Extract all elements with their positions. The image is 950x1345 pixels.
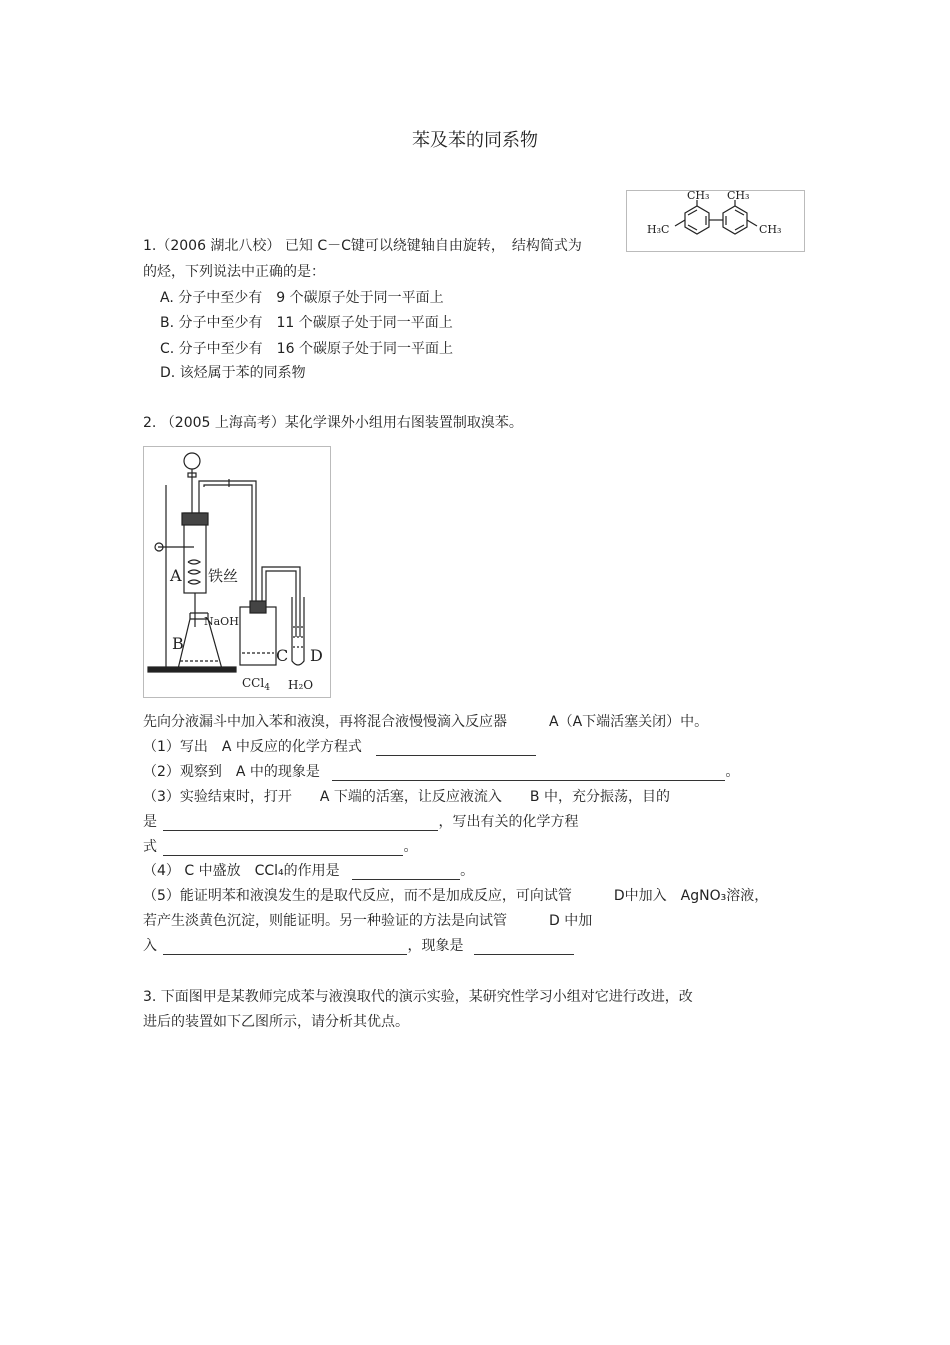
q2-part5-line2: 若产生淡黄色沉淀，则能证明。另一种验证的方法是向试管 D 中加 <box>143 913 593 929</box>
q2-part2 <box>143 763 739 781</box>
ch3-top-left-label: CH₃ <box>687 191 710 202</box>
q2-part3-line2 <box>143 813 578 831</box>
label-c: C <box>276 646 289 665</box>
q2-stem: 2. （2005 上海高考）某化学课外小组用右图装置制取溴苯。 <box>143 415 523 431</box>
label-ccl4-subscript: 4 <box>264 683 270 693</box>
q2-part3-purpose-blank[interactable] <box>163 816 438 831</box>
q2-part2-answer-blank[interactable] <box>332 766 725 781</box>
q2-intro: 先向分液漏斗中加入苯和液溴，再将混合液慢慢滴入反应器 A（A下端活塞关闭）中。 <box>143 714 709 730</box>
label-d: D <box>310 646 323 665</box>
q1-option-d: D. 该烃属于苯的同系物 <box>160 365 306 381</box>
q2-part3-line3-start: 式 <box>143 839 157 855</box>
q2-part5-reagent-blank[interactable] <box>163 940 407 955</box>
label-h2o: H₂O <box>288 678 314 692</box>
q2-part5-line1: （5）能证明苯和液溴发生的是取代反应，而不是加成反应，可向试管 D中加入 AgNO₃溶液， <box>143 888 769 904</box>
label-iron-wire: 铁丝 <box>208 567 239 585</box>
label-a: A <box>170 566 182 585</box>
q2-part2-end: 。 <box>725 764 740 780</box>
q2-part3-line2-start: 是 <box>143 814 157 830</box>
label-ccl4 <box>242 676 270 693</box>
q2-part3-line1: （3）实验结束时，打开 A 下端的活塞，让反应液流入 B 中，充分振荡，目的 <box>143 789 670 805</box>
q1-option-a: A. 分子中至少有 9 个碳原子处于同一平面上 <box>160 290 444 306</box>
ch3-top-right-label: CH₃ <box>727 191 750 202</box>
q1-structure-figure <box>626 190 805 252</box>
q1-stem-line1: 1.（2006 湖北八校） 已知 C－C键可以绕键轴自由旋转， 结构简式为 <box>143 238 582 254</box>
q1-option-c: C. 分子中至少有 16 个碳原子处于同一平面上 <box>160 341 453 357</box>
structural-formula <box>627 191 804 251</box>
label-b: B <box>172 634 184 653</box>
ch3-right-label: CH₃ <box>759 223 782 236</box>
q2-apparatus-figure <box>143 446 331 698</box>
h3c-left-label: H₃C <box>647 223 670 236</box>
apparatus-diagram <box>144 447 330 697</box>
q3-line2: 进后的装置如下乙图所示，请分析其优点。 <box>143 1014 409 1030</box>
q2-part3-line3 <box>143 838 417 856</box>
q2-part5-phenomenon-blank[interactable] <box>474 940 574 955</box>
q2-part5-line3-mid: ，现象是 <box>407 938 464 954</box>
q2-part5-line3 <box>143 937 574 955</box>
q1-stem-line2: 的烃，下列说法中正确的是： <box>143 264 325 280</box>
q2-part3-line3-end: 。 <box>403 839 418 855</box>
q2-part1 <box>143 738 536 756</box>
q2-part1-answer-blank[interactable] <box>376 741 536 756</box>
page-title: 苯及苯的同系物 <box>412 130 538 151</box>
label-naoh: NaOH <box>204 615 239 628</box>
q2-part5-line3-start: 入 <box>143 938 157 954</box>
q2-part2-text: （2）观察到 A 中的现象是 <box>143 764 320 780</box>
q3-line1: 3. 下面图甲是某教师完成苯与液溴取代的演示实验，某研究性学习小组对它进行改进，改 <box>143 989 693 1005</box>
q2-part4 <box>143 862 474 880</box>
q2-part4-text: （4） C 中盛放 CCl₄的作用是 <box>143 863 340 879</box>
q2-part1-text: （1）写出 A 中反应的化学方程式 <box>143 739 362 755</box>
q2-part3-equation-blank[interactable] <box>163 841 403 856</box>
q1-option-b: B. 分子中至少有 11 个碳原子处于同一平面上 <box>160 315 453 331</box>
q2-part4-answer-blank[interactable] <box>352 865 460 880</box>
q2-part4-end: 。 <box>460 863 475 879</box>
q2-part3-line2-end: ，写出有关的化学方程 <box>438 814 579 830</box>
label-ccl4-text: CCl <box>242 676 265 690</box>
